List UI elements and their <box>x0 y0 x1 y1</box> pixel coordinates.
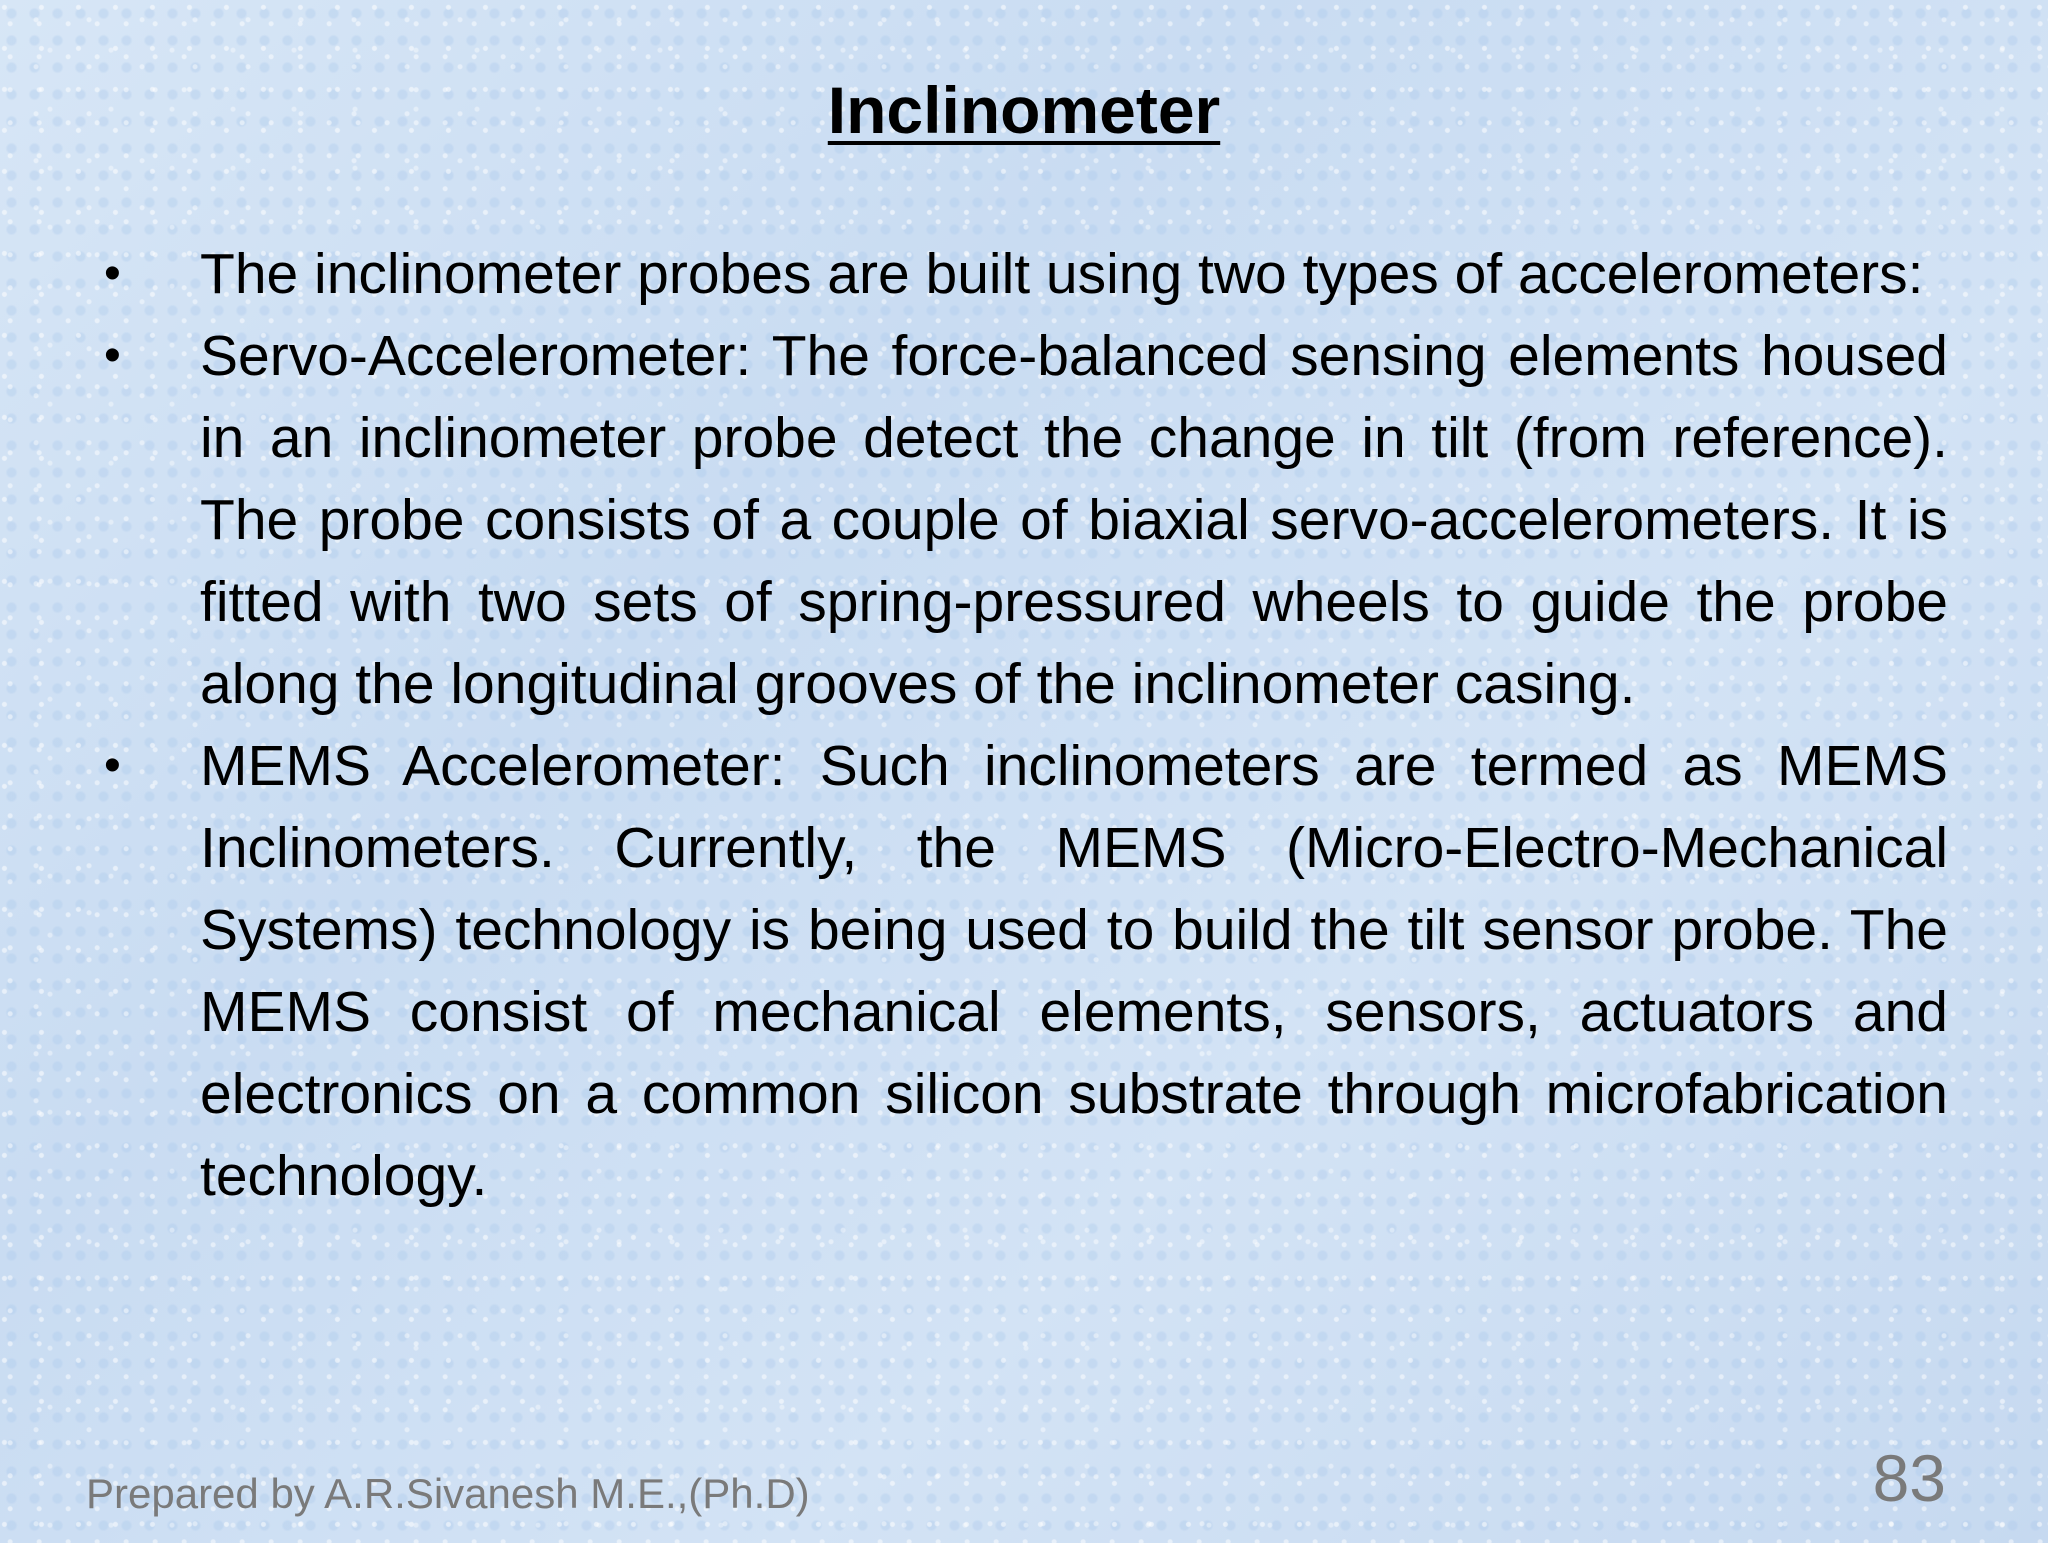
bullet-text: MEMS Accelerometer: Such inclinometers are termed as MEMS Inclinometers. Currently, the MEMS (Micro-Electro-Mechanical Systems) technology is being used to build the tilt sensor probe. The MEMS consist of mechanical elements, sensors, actuators and electronics on a common silicon substrate through microfabrication technology. <box>200 734 1948 1208</box>
bullet-list <box>96 233 1948 1217</box>
page-number: 83 <box>1872 1441 1946 1515</box>
bullet-icon: • <box>104 247 121 300</box>
bullet-text: Servo-Accelerometer: The force-balanced sensing elements housed in an inclinometer probe detect the change in tilt (from reference). The probe consists of a couple of biaxial servo-accelerometers. It is fitted with two sets of spring-pressured wheels to guide the probe along the longitudinal grooves of the inclinometer casing. <box>200 324 1948 716</box>
bullet-icon: • <box>104 739 121 792</box>
bullet-item <box>96 315 1948 725</box>
bullet-icon: • <box>104 329 121 382</box>
slide-title: Inclinometer <box>827 73 1221 147</box>
footer-author: Prepared by A.R.Sivanesh M.E.,(Ph.D) <box>86 1470 810 1517</box>
bullet-text: The inclinometer probes are built using two types of accelerometers: <box>200 242 1924 306</box>
bullet-item <box>96 725 1948 1217</box>
bullet-item <box>96 233 1948 315</box>
